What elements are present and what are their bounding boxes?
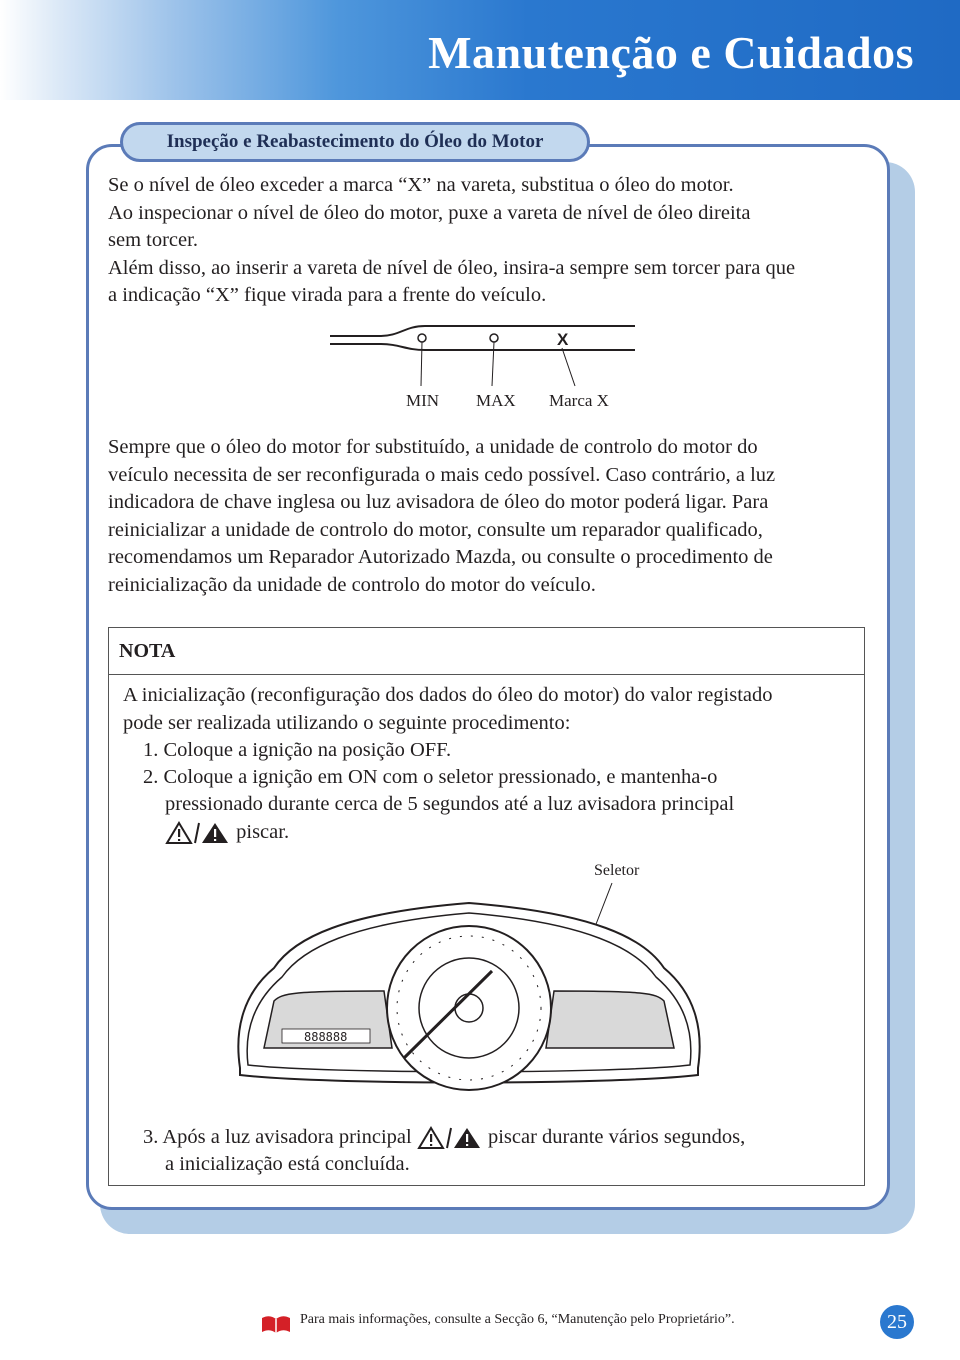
- dipstick-diagram: [320, 318, 650, 418]
- step-2-line-2: pressionado durante cerca de 5 segundos até a luz avisadora principal: [165, 793, 735, 815]
- reset-line: Sempre que o óleo do motor for substituído, a unidade de controlo do motor do: [108, 436, 758, 458]
- intro-line: Ao inspecionar o nível de óleo do motor, puxe a vareta de nível de óleo direita: [108, 201, 751, 224]
- nota-intro: [123, 682, 853, 737]
- intro-line: Além disso, ao inserir a vareta de nível de óleo, insira-a sempre sem torcer para que: [108, 256, 796, 279]
- x-mark: X: [557, 330, 569, 349]
- instrument-cluster-diagram: [234, 853, 704, 1093]
- reset-line: reinicializar a unidade de controlo do motor, consulte um reparador qualificado,: [108, 518, 763, 541]
- intro-line: Se o nível de óleo exceder a marca “X” na vareta, substitua o óleo do motor.: [108, 174, 734, 196]
- header-title: Manutenção e Cuidados: [428, 27, 914, 78]
- section-tab-title: Inspeção e Reabastecimento do Óleo do Motor: [120, 122, 590, 162]
- nota-box: [108, 627, 865, 1186]
- max-label: MAX: [476, 391, 516, 410]
- min-leader: [421, 342, 422, 386]
- nota-line: pode ser realizada utilizando o seguinte procedimento:: [123, 711, 571, 734]
- step-2-line-1: 2. Coloque a ignição em ON com o seletor pressionado, e mantenha-o: [143, 766, 718, 788]
- page-number: 25: [880, 1305, 914, 1339]
- page-header: [0, 0, 960, 100]
- intro-line: a indicação “X” fique virada para a frente do veículo.: [108, 284, 547, 306]
- odometer-readout: 888888: [304, 1030, 348, 1044]
- max-mark: [490, 334, 498, 342]
- reset-line: veículo necessita de ser reconfigurada o mais cedo possível. Caso contrário, a luz: [108, 463, 776, 486]
- intro-paragraph: [108, 172, 888, 310]
- right-display: [546, 991, 674, 1048]
- step-2-end: piscar.: [236, 821, 290, 843]
- min-label: MIN: [406, 391, 440, 410]
- dipstick-shape: [330, 326, 635, 350]
- master-warning-icon: [417, 1126, 483, 1150]
- step-2-line-3: [165, 819, 289, 847]
- reset-line: reinicialização da unidade de controlo do motor do veículo.: [108, 573, 596, 596]
- master-warning-icon: [165, 821, 231, 845]
- marca-leader: [562, 348, 575, 386]
- min-mark: [418, 334, 426, 342]
- intro-line: sem torcer.: [108, 229, 198, 251]
- step-3-end: piscar durante vários segundos,: [487, 1126, 746, 1148]
- nota-heading: NOTA: [109, 628, 864, 675]
- speedometer-hub: [455, 994, 483, 1022]
- selector-label: Seletor: [594, 862, 640, 879]
- step-1: 1. Coloque a ignição na posição OFF.: [143, 739, 452, 761]
- footer-reference: Para mais informações, consulte a Secção 6, “Manutenção pelo Proprietário”.: [300, 1312, 735, 1327]
- max-leader: [492, 342, 494, 386]
- reset-line: recomendamos um Reparador Autorizado Mazda, ou consulte o procedimento de: [108, 546, 773, 568]
- book-icon: [260, 1314, 292, 1334]
- reset-line: indicadora de chave inglesa ou luz avisadora de óleo do motor poderá ligar. Para: [108, 491, 769, 513]
- step-3-start: 3. Após a luz avisadora principal: [143, 1126, 412, 1148]
- marca-x-label: Marca X: [549, 391, 609, 410]
- nota-line: A inicialização (reconfiguração dos dados do óleo do motor) do valor registado: [123, 684, 773, 706]
- reset-paragraph: [108, 434, 888, 599]
- step-3-line-1: [143, 1124, 745, 1152]
- step-3-line-2: a inicialização está concluída.: [165, 1153, 410, 1175]
